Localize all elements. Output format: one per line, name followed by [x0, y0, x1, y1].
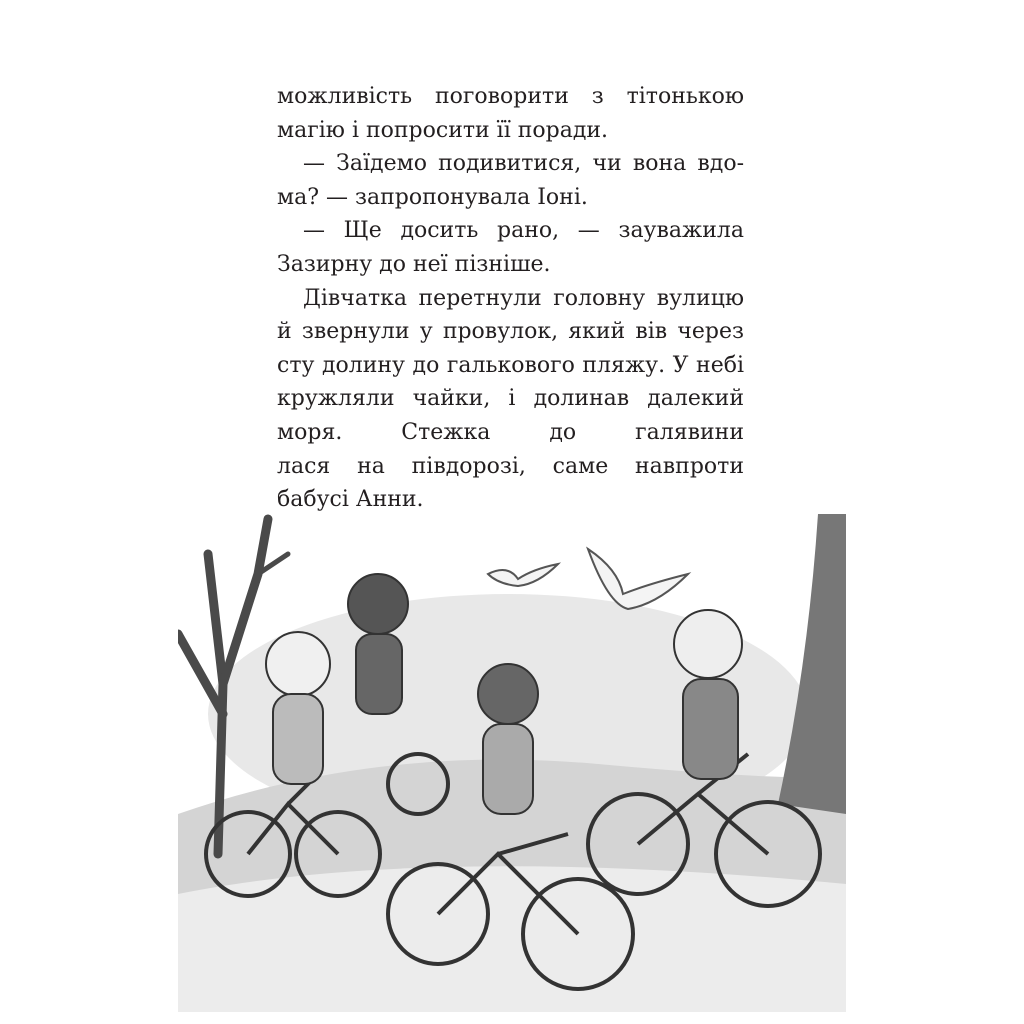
text-line: — Ще досить рано, — зауважила — [303, 218, 744, 244]
text-line: — Заїдемо подивитися, чи вона вдо- — [303, 151, 744, 177]
text-line: моря. Стежка до галявини — [277, 419, 744, 445]
text-line: Дівчатка перетнули головну вулицю — [303, 285, 744, 311]
text-line: лася на півдорозі, саме навпроти — [277, 453, 744, 479]
tree-right — [778, 514, 846, 814]
bicycle-illustration — [178, 514, 846, 1012]
text-line: кружляли чайки, і долинав далекий — [277, 386, 744, 412]
text-line: магію і попросити її поради. — [277, 117, 609, 143]
text-line: й звернули у провулок, який вів через — [277, 319, 744, 345]
text-line: можливість поговорити з тітонькою — [277, 84, 744, 109]
text-line: Зазирну до неї пізніше. — [277, 251, 551, 277]
text-line: сту долину до галькового пляжу. У небі — [277, 352, 744, 378]
text-line: ма? — запропонувала Іоні. — [277, 184, 588, 210]
text-line: бабусі Анни. — [277, 487, 424, 513]
body-text — [277, 80, 744, 517]
